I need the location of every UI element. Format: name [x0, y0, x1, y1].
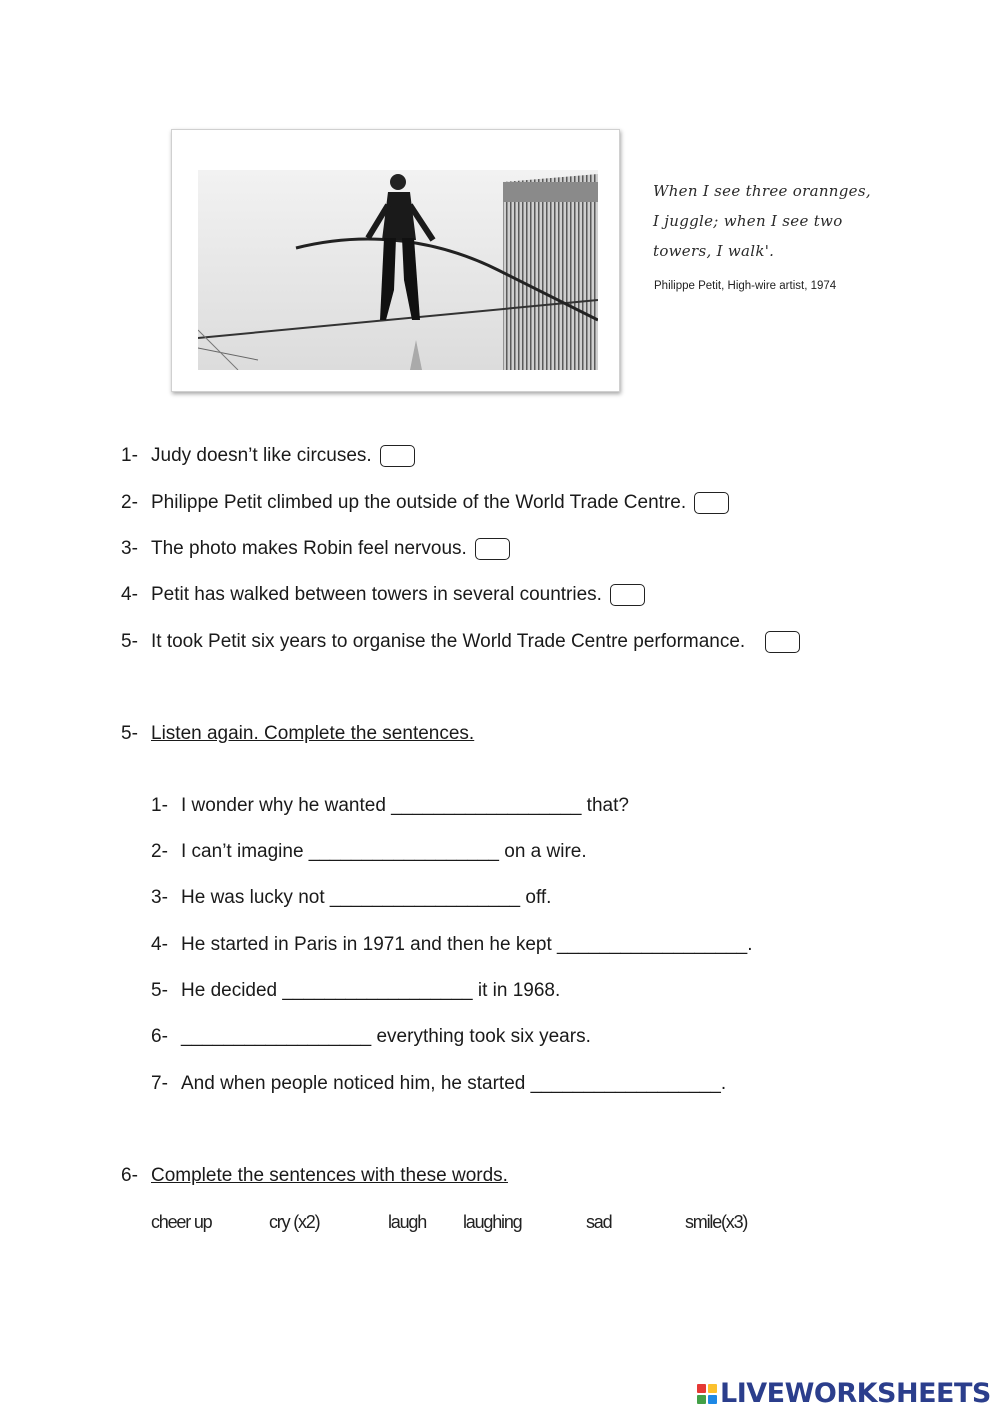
item-text: He was lucky not __________________ off. — [181, 887, 552, 908]
item-number: 1- — [151, 795, 168, 816]
section-heading — [121, 1165, 508, 1187]
item-text: Philippe Petit climbed up the outside of the World Trade Centre. — [151, 492, 687, 513]
item-text: He started in Paris in 1971 and then he kept __________________. — [181, 934, 753, 955]
item-text: I wonder why he wanted __________________ that? — [181, 795, 629, 816]
item-number: 5- — [151, 980, 168, 1001]
item-number: 6- — [151, 1026, 168, 1047]
item-number: 4- — [151, 934, 168, 955]
section-heading — [121, 723, 474, 745]
item-number: 2- — [121, 492, 138, 513]
tightrope-photo — [171, 129, 620, 392]
item-number: 3- — [151, 887, 168, 908]
fill-item — [151, 795, 629, 817]
tf-item — [121, 631, 800, 653]
quote-line: When I see three orannges, — [653, 182, 871, 200]
liveworksheets-logo — [697, 1378, 991, 1409]
item-number: 4- — [121, 584, 138, 605]
logo-square — [697, 1384, 706, 1393]
logo-square — [697, 1395, 706, 1404]
quote-line: towers, I walk'. — [653, 242, 775, 260]
item-text: He decided __________________ it in 1968. — [181, 980, 561, 1001]
logo-text: LIVEWORKSHEETS — [720, 1378, 991, 1409]
item-number: 5- — [121, 631, 138, 652]
section-title: Complete the sentences with these words. — [151, 1165, 508, 1186]
item-text: And when people noticed him, he started __________________. — [181, 1073, 727, 1094]
fill-item — [151, 1073, 726, 1095]
logo-square — [708, 1384, 717, 1393]
answer-box[interactable] — [610, 584, 645, 606]
tf-item — [121, 538, 510, 560]
item-number: 3- — [121, 538, 138, 559]
section-number: 5- — [121, 723, 138, 744]
item-text: It took Petit six years to organise the World Trade Centre performance. — [151, 631, 746, 652]
tf-item — [121, 492, 729, 514]
item-text: Judy doesn’t like circuses. — [151, 445, 372, 466]
logo-mark-icon — [697, 1384, 717, 1404]
word-bank-item: smile(x3) — [685, 1212, 748, 1232]
item-text: I can’t imagine __________________ on a wire. — [181, 841, 587, 862]
item-number: 2- — [151, 841, 168, 862]
fill-item — [151, 887, 551, 909]
item-number: 1- — [121, 445, 138, 466]
tightrope-walker-image — [198, 170, 598, 370]
item-text: The photo makes Robin feel nervous. — [151, 538, 467, 559]
answer-box[interactable] — [475, 538, 510, 560]
answer-box[interactable] — [765, 631, 800, 653]
tf-item — [121, 584, 645, 606]
word-bank-item: laughing — [463, 1212, 522, 1232]
fill-item — [151, 980, 560, 1002]
fill-item — [151, 1026, 591, 1048]
word-bank-item: cheer up — [151, 1212, 212, 1232]
word-bank-item: sad — [586, 1212, 612, 1232]
tf-item — [121, 445, 415, 467]
word-bank-item: cry (x2) — [269, 1212, 320, 1232]
logo-square — [708, 1395, 717, 1404]
answer-box[interactable] — [380, 445, 415, 467]
section-title: Listen again. Complete the sentences. — [151, 723, 475, 744]
quote-line: I juggle; when I see two — [653, 212, 843, 230]
quote-attribution: Philippe Petit, High-wire artist, 1974 — [654, 280, 837, 292]
fill-item — [151, 934, 753, 956]
item-number: 7- — [151, 1073, 168, 1094]
word-bank-item: laugh — [388, 1212, 427, 1232]
answer-box[interactable] — [694, 492, 729, 514]
item-text: __________________ everything took six years. — [181, 1026, 591, 1047]
section-number: 6- — [121, 1165, 138, 1186]
quote — [653, 176, 871, 266]
fill-item — [151, 841, 587, 863]
item-text: Petit has walked between towers in several countries. — [151, 584, 602, 605]
